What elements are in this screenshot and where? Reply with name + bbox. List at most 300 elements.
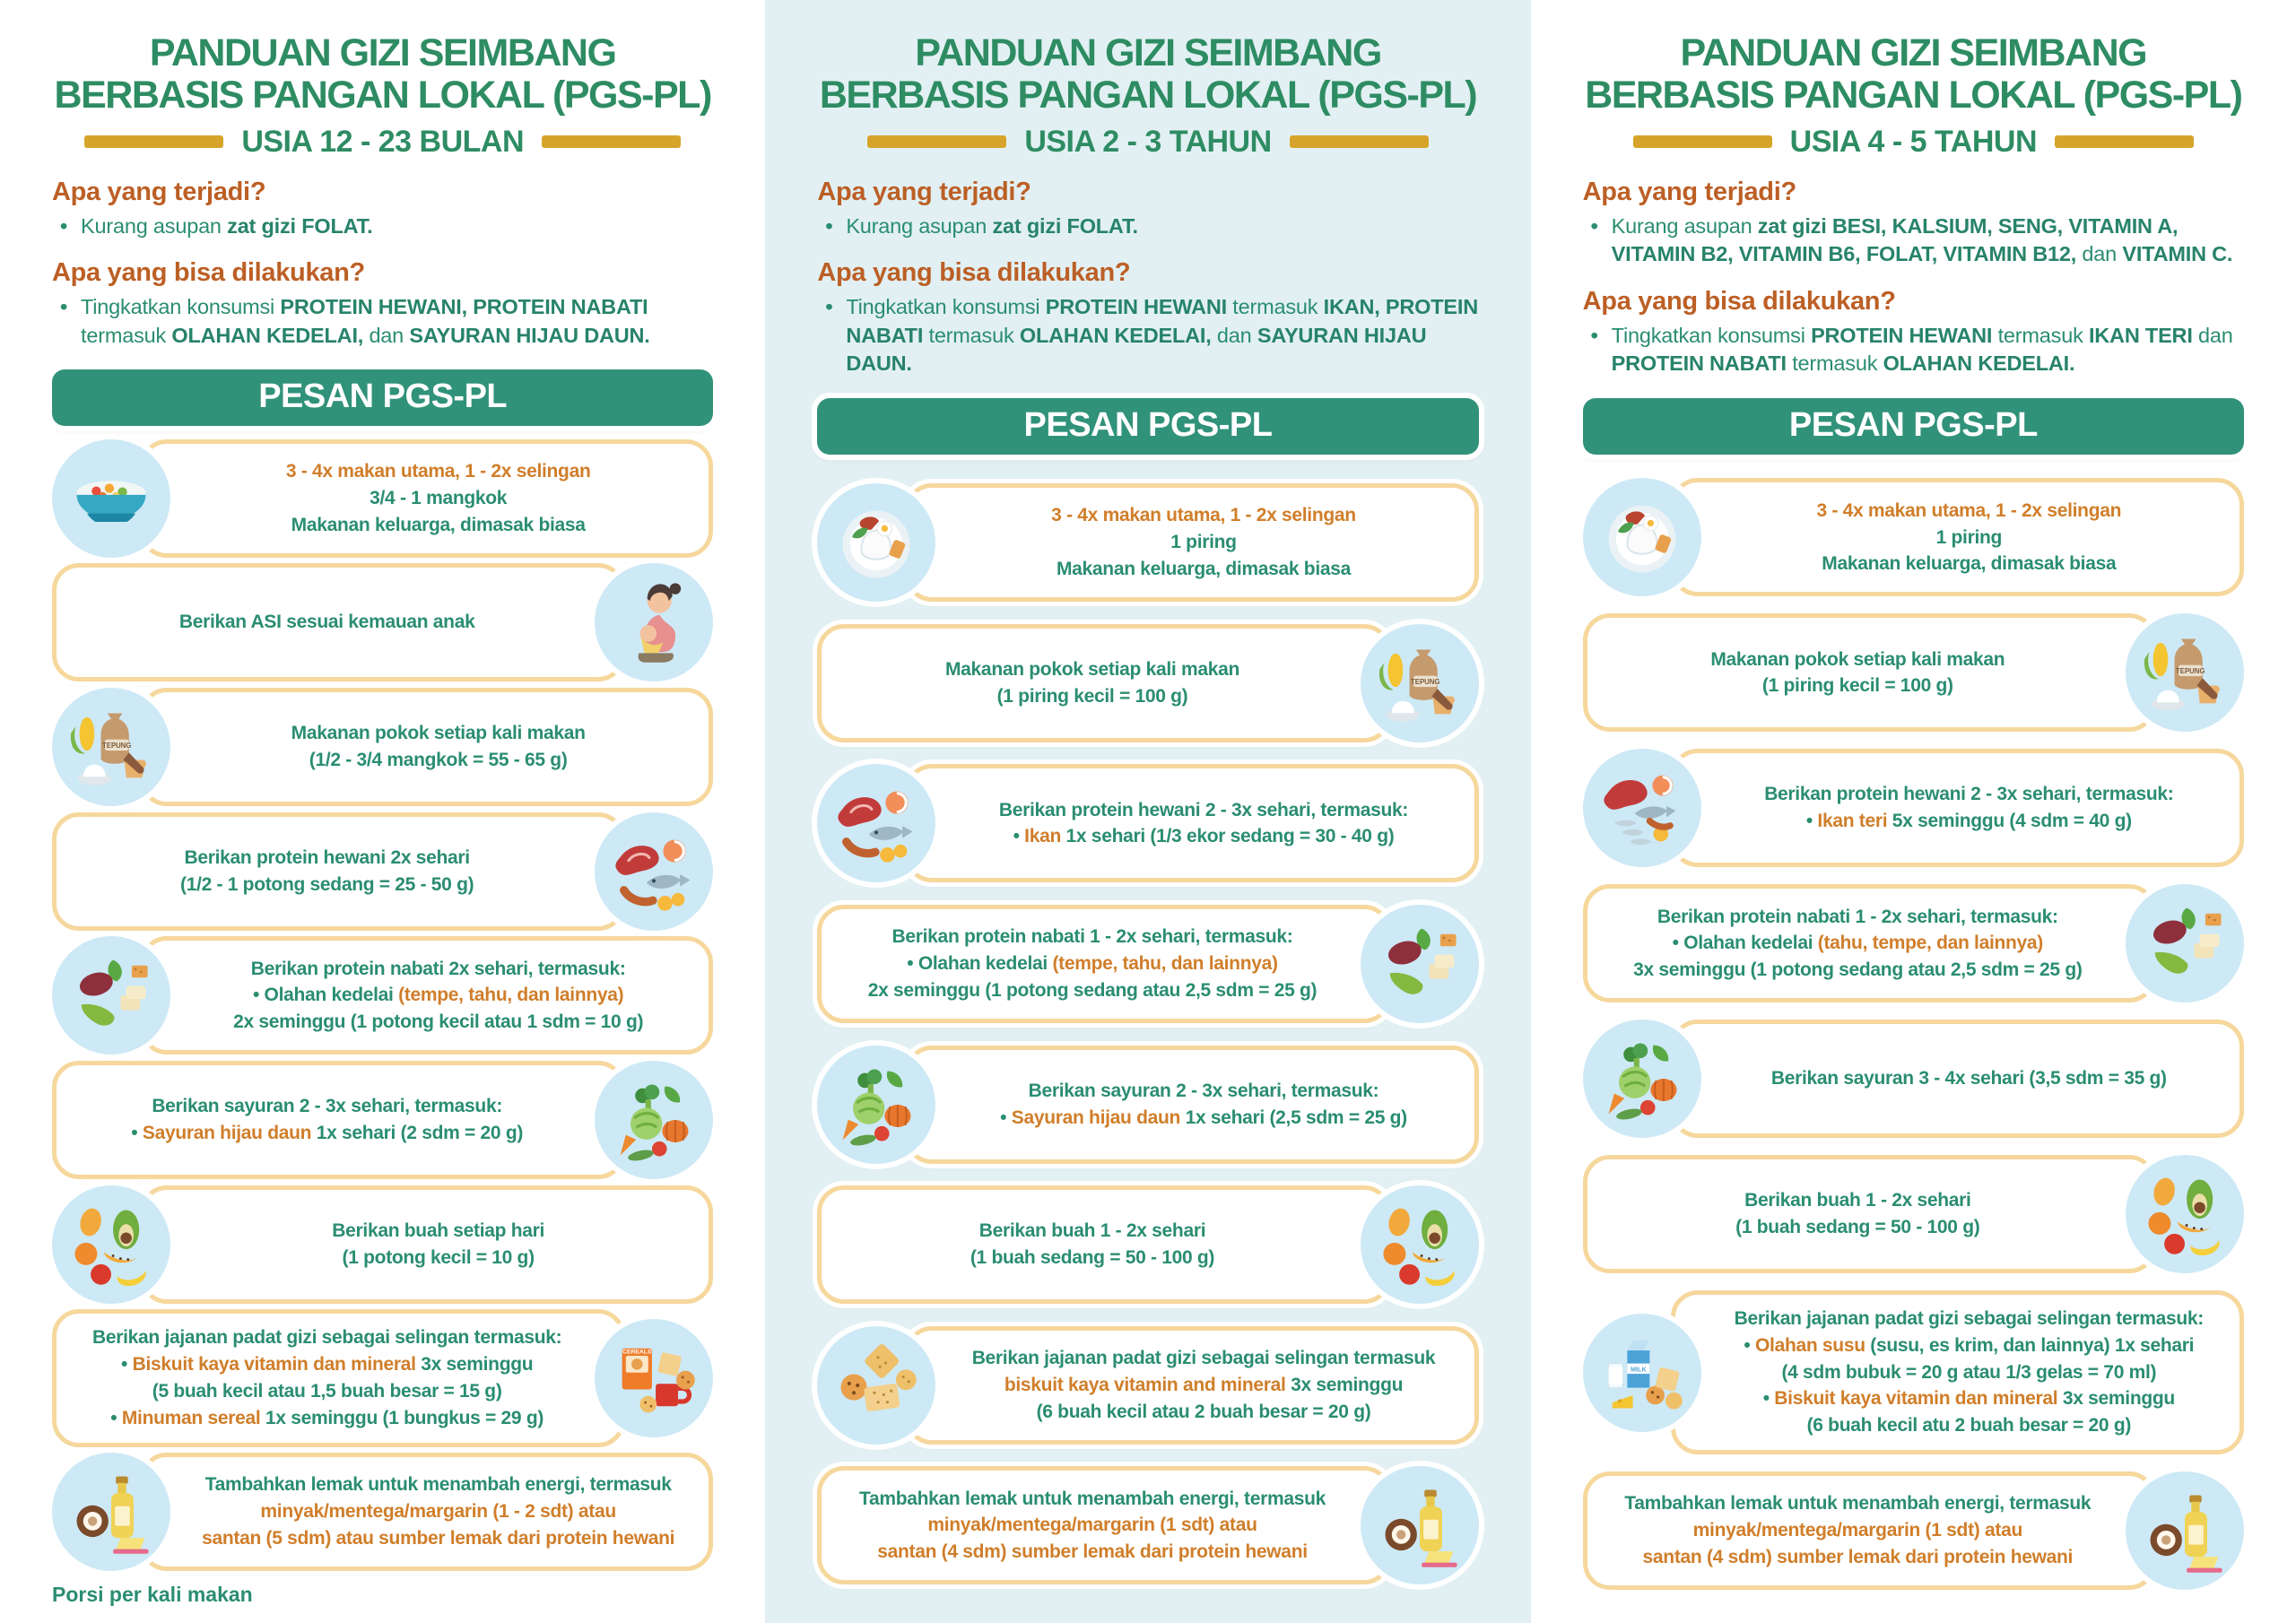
section-bullet-list xyxy=(52,293,713,350)
title-line: PANDUAN GIZI SEIMBANG xyxy=(149,31,616,74)
gold-divider-bar xyxy=(84,135,223,148)
text-segment: minyak/mentega/margarin (1 - 2 sdt) atau xyxy=(260,1501,616,1523)
milk-snack-icon xyxy=(1583,1314,1701,1432)
message-line xyxy=(191,1471,685,1498)
section-heading: Apa yang terjadi? xyxy=(52,177,266,206)
section-bullet-list xyxy=(1583,322,2244,378)
message-line xyxy=(191,1009,685,1036)
message-line xyxy=(191,720,685,747)
text-segment: Berikan buah 1 - 2x sehari xyxy=(1744,1190,1971,1211)
message-row xyxy=(817,483,1478,602)
text-segment: PROTEIN HEWANI, PROTEIN NABATI xyxy=(280,295,648,319)
section-heading: Apa yang bisa dilakukan? xyxy=(817,258,1131,288)
text-segment: PROTEIN HEWANI xyxy=(1045,295,1227,319)
message-line xyxy=(956,556,1450,583)
message-line xyxy=(956,529,1450,556)
message-row xyxy=(817,764,1478,882)
message-box xyxy=(817,1466,1390,1584)
bullet-item xyxy=(52,293,713,350)
animal-protein-icon xyxy=(817,764,935,882)
animal-protein-fish-icon xyxy=(1583,749,1701,867)
message-line xyxy=(80,1405,574,1432)
text-segment: • xyxy=(110,1407,122,1428)
message-row xyxy=(817,905,1478,1023)
message-line xyxy=(191,485,685,512)
text-segment: IKAN TERI xyxy=(2088,323,2193,347)
text-segment: Makanan keluarga, dimasak biasa xyxy=(291,514,586,535)
message-row xyxy=(1583,1471,2244,1590)
text-segment: 5x seminggu (4 sdm = 40 g) xyxy=(1887,811,2132,832)
portion-footnote: Porsi per kali makan xyxy=(52,1583,253,1606)
text-segment: PROTEIN HEWANI xyxy=(1811,323,1993,347)
message-box xyxy=(140,439,713,558)
age-subtitle-row xyxy=(817,125,1478,160)
text-segment: 1x sehari (1/3 ekor sedang = 30 - 40 g) xyxy=(1060,826,1395,847)
plant-protein-icon xyxy=(1361,905,1479,1023)
message-line xyxy=(845,683,1339,710)
bullet-item xyxy=(817,293,1478,378)
rice-plate-icon xyxy=(817,483,935,602)
message-row xyxy=(52,1309,713,1446)
panel-usia-12-23-bulan xyxy=(0,0,765,1623)
text-segment: Kurang asupan xyxy=(846,213,993,238)
text-segment: • xyxy=(131,1122,143,1143)
text-segment: zat gizi FOLAT. xyxy=(992,213,1138,238)
text-segment: 1 piring xyxy=(1935,526,2003,548)
message-box xyxy=(1671,749,2244,867)
text-segment: Berikan jajanan padat gizi sebagai selingan termasuk: xyxy=(1734,1307,2204,1329)
message-line xyxy=(845,950,1339,977)
text-segment: Berikan ASI sesuai kemauan anak xyxy=(178,612,475,633)
text-segment: 3 - 4x makan utama, 1 - 2x selingan xyxy=(285,460,591,482)
staple-food-icon xyxy=(2126,613,2244,732)
gold-divider-bar xyxy=(542,135,681,148)
text-segment: 3 - 4x makan utama, 1 - 2x selingan xyxy=(1051,505,1356,526)
message-line xyxy=(845,1486,1339,1513)
biscuits-icon xyxy=(817,1326,935,1445)
text-segment: 1x sehari (2,5 sdm = 25 g) xyxy=(1180,1107,1407,1128)
text-segment: termasuk xyxy=(81,323,172,347)
text-segment: IKAN, PROTEIN NABATI xyxy=(846,295,1478,347)
text-segment: • xyxy=(1000,1107,1012,1128)
message-row xyxy=(1583,1155,2244,1273)
text-segment: 3x seminggu (1 potong sedang atau 2,5 sdm = 25 g) xyxy=(1633,959,2083,981)
title-line: BERBASIS PANGAN LOKAL (PGS-PL) xyxy=(1585,74,2242,117)
text-segment: termasuk xyxy=(1786,352,1883,376)
text-segment: 2x seminggu (1 potong kecil atau 1 sdm = 10 g) xyxy=(233,1011,644,1033)
message-box xyxy=(52,1309,625,1446)
message-box xyxy=(140,936,713,1055)
text-segment: Berikan protein hewani 2 - 3x sehari, termasuk: xyxy=(998,799,1409,820)
text-segment: Makanan pokok setiap kali makan xyxy=(1710,648,2005,670)
age-subtitle: USIA 4 - 5 TAHUN xyxy=(1789,124,2037,159)
title-line: BERBASIS PANGAN LOKAL (PGS-PL) xyxy=(54,74,711,117)
text-segment: Makanan pokok setiap kali makan xyxy=(944,658,1239,680)
message-rows xyxy=(52,433,713,1577)
message-rows xyxy=(1583,462,2244,1607)
text-segment: Kurang asupan xyxy=(81,213,228,238)
vegetables-icon xyxy=(817,1046,935,1164)
text-segment: OLAHAN KEDELAI, xyxy=(1019,323,1212,347)
section-apa-yang-terjadi xyxy=(817,178,1478,240)
text-segment: Tambahkan lemak untuk menambah energi, termasuk xyxy=(858,1488,1326,1509)
text-segment: 3 - 4x makan utama, 1 - 2x selingan xyxy=(1816,499,2122,521)
bullet-item xyxy=(1583,213,2244,269)
text-segment: (6 buah kecil atau 2 buah besar = 20 g) xyxy=(1036,1401,1371,1422)
message-line xyxy=(1611,1214,2105,1241)
text-segment: Tingkatkan konsumsi xyxy=(846,295,1046,319)
message-line xyxy=(1611,930,2105,957)
message-row xyxy=(52,439,713,558)
message-line xyxy=(1722,498,2216,525)
text-segment: Biskuit kaya vitamin dan mineral xyxy=(1774,1388,2058,1410)
plant-protein-icon xyxy=(2126,884,2244,1002)
message-box xyxy=(905,483,1478,602)
panel-usia-2-3-tahun xyxy=(765,0,1530,1623)
gold-divider-bar xyxy=(2055,135,2194,148)
page-title xyxy=(817,32,1478,117)
message-line xyxy=(845,924,1339,950)
text-segment: Olahan susu xyxy=(1755,1334,1866,1356)
text-segment: VITAMIN C. xyxy=(2122,242,2233,266)
fruits-icon xyxy=(52,1185,170,1304)
message-line xyxy=(191,1218,685,1245)
text-segment: santan (5 sdm) atau sumber lemak dari protein hewani xyxy=(202,1528,675,1549)
age-subtitle: USIA 12 - 23 BULAN xyxy=(241,124,525,159)
text-segment: (5 buah kecil atau 1,5 buah besar = 15 g) xyxy=(152,1380,502,1402)
text-segment: (tempe, tahu, dan lainnya) xyxy=(1052,953,1278,974)
text-segment: termasuk xyxy=(1992,323,2089,347)
message-line xyxy=(1722,808,2216,835)
cereal-snack-icon xyxy=(595,1319,713,1437)
svg-text:TEPUNG: TEPUNG xyxy=(101,742,132,751)
text-segment: (susu, es krim, dan lainnya) 1x sehari xyxy=(1865,1334,2195,1356)
message-line xyxy=(845,1512,1339,1539)
message-line xyxy=(191,512,685,539)
message-row xyxy=(1583,1290,2244,1454)
text-segment: Tambahkan lemak untuk menambah energi, termasuk xyxy=(204,1474,672,1496)
message-row xyxy=(52,1453,713,1571)
message-row xyxy=(817,1326,1478,1445)
text-segment: • xyxy=(1744,1334,1756,1356)
message-row xyxy=(817,1466,1478,1584)
message-line xyxy=(191,458,685,485)
section-heading: Apa yang terjadi? xyxy=(1582,177,1796,206)
text-segment: Berikan buah 1 - 2x sehari xyxy=(978,1220,1206,1242)
rice-bowl-icon xyxy=(52,439,170,558)
message-box xyxy=(905,1046,1478,1164)
text-segment: dan xyxy=(2192,323,2233,347)
panel-usia-4-5-tahun xyxy=(1531,0,2296,1623)
message-line xyxy=(1611,673,2105,699)
text-segment: OLAHAN KEDELAI. xyxy=(1883,352,2075,376)
message-line xyxy=(1722,1412,2216,1439)
message-row xyxy=(817,624,1478,742)
text-segment: Berikan jajanan padat gizi sebagai selingan termasuk: xyxy=(92,1327,562,1349)
message-box xyxy=(52,563,625,681)
text-segment: Sayuran hijau daun xyxy=(142,1122,312,1143)
text-segment: zat gizi FOLAT. xyxy=(227,213,373,238)
message-line xyxy=(956,823,1450,850)
section-apa-yang-bisa-dilakukan xyxy=(52,258,713,350)
text-segment: Makanan keluarga, dimasak biasa xyxy=(1822,553,2117,575)
section-apa-yang-terjadi xyxy=(52,178,713,240)
title-line: PANDUAN GIZI SEIMBANG xyxy=(915,31,1381,74)
text-segment: • xyxy=(1805,811,1818,832)
message-row xyxy=(1583,478,2244,596)
fruits-icon xyxy=(2126,1155,2244,1273)
message-box xyxy=(1671,1020,2244,1138)
gold-divider-bar xyxy=(1290,135,1429,148)
text-segment: Kurang asupan xyxy=(1611,213,1758,238)
message-line xyxy=(845,656,1339,683)
message-line xyxy=(80,872,574,898)
text-segment: • Olahan kedelai xyxy=(252,985,399,1006)
bullet-item xyxy=(1583,322,2244,378)
message-box xyxy=(817,1185,1390,1304)
section-apa-yang-bisa-dilakukan xyxy=(1583,287,2244,378)
text-segment: (tempe, tahu, dan lainnya) xyxy=(398,985,624,1006)
vegetables-icon xyxy=(595,1061,713,1179)
text-segment: Berikan protein nabati 1 - 2x sehari, termasuk: xyxy=(1657,906,2058,927)
text-segment: • xyxy=(1013,826,1025,847)
text-segment: SAYURAN HIJAU DAUN. xyxy=(846,323,1427,376)
message-line xyxy=(1611,1187,2105,1214)
staple-food-icon xyxy=(1361,624,1479,742)
text-segment: Ikan teri xyxy=(1817,811,1888,832)
text-segment: Berikan protein nabati 2x sehari, termasuk: xyxy=(250,958,626,979)
text-segment: • Olahan kedelai xyxy=(1672,933,1818,954)
text-segment: Tingkatkan konsumsi xyxy=(1611,323,1812,347)
message-line xyxy=(845,1539,1339,1566)
text-segment: Tingkatkan konsumsi xyxy=(81,295,281,319)
pesan-pgs-pl-banner: PESAN PGS-PL xyxy=(817,398,1478,455)
gold-divider-bar xyxy=(867,135,1006,148)
text-segment: OLAHAN KEDELAI, xyxy=(171,323,364,347)
bullet-item xyxy=(52,213,713,240)
text-segment: Ikan xyxy=(1024,826,1061,847)
text-segment: Minuman sereal xyxy=(121,1407,261,1428)
message-row xyxy=(52,1185,713,1304)
text-segment: (1/2 - 1 potong sedang = 25 - 50 g) xyxy=(180,873,474,895)
text-segment: Berikan sayuran 2 - 3x sehari, termasuk: xyxy=(152,1096,503,1117)
text-segment: zat gizi BESI, KALSIUM, SENG, VITAMIN A, VITAMIN B2, VITAMIN B6, FOLAT, VITAMIN B12, xyxy=(1611,213,2179,266)
message-line xyxy=(80,1351,574,1378)
fruits-icon xyxy=(1361,1185,1479,1304)
message-row xyxy=(1583,749,2244,867)
message-row xyxy=(52,688,713,806)
vegetables-icon xyxy=(1583,1020,1701,1138)
message-box xyxy=(52,812,625,931)
message-rows xyxy=(817,462,1478,1607)
message-line xyxy=(845,1245,1339,1271)
pesan-pgs-pl-banner: PESAN PGS-PL xyxy=(1583,398,2244,455)
message-line xyxy=(191,1245,685,1271)
message-row xyxy=(52,563,713,681)
rice-plate-icon xyxy=(1583,478,1701,596)
message-line xyxy=(1722,1065,2216,1092)
message-box xyxy=(1671,478,2244,596)
message-box xyxy=(1583,884,2156,1002)
message-line xyxy=(845,977,1339,1004)
section-heading: Apa yang bisa dilakukan? xyxy=(52,258,365,288)
message-row xyxy=(52,812,713,931)
message-line xyxy=(956,1399,1450,1426)
text-segment: 1x seminggu (1 bungkus = 29 g) xyxy=(260,1407,544,1428)
breastfeeding-icon xyxy=(595,563,713,681)
text-segment: • Olahan kedelai xyxy=(907,953,1053,974)
text-segment: (1 buah sedang = 50 - 100 g) xyxy=(1735,1217,1980,1238)
message-row xyxy=(1583,613,2244,732)
message-box xyxy=(140,1453,713,1571)
message-line xyxy=(1611,904,2105,931)
text-segment: minyak/mentega/margarin (1 sdt) atau xyxy=(927,1515,1257,1536)
message-box xyxy=(1583,1155,2156,1273)
message-line xyxy=(1611,1490,2105,1517)
message-line xyxy=(80,609,574,636)
page-title xyxy=(52,32,713,117)
fats-oil-icon xyxy=(2126,1471,2244,1590)
message-box xyxy=(817,624,1390,742)
message-line xyxy=(956,797,1450,824)
text-segment: (1 potong kecil = 10 g) xyxy=(342,1246,535,1268)
text-segment: (6 buah kecil atu 2 buah besar = 20 g) xyxy=(1806,1415,2132,1436)
message-box xyxy=(140,1185,713,1304)
section-apa-yang-bisa-dilakukan xyxy=(817,258,1478,378)
message-box xyxy=(905,764,1478,882)
text-segment: (tahu, tempe, dan lainnya) xyxy=(1817,933,2044,954)
message-row xyxy=(1583,1020,2244,1138)
text-segment: termasuk xyxy=(1226,295,1324,319)
section-bullet-list xyxy=(1583,213,2244,269)
message-box xyxy=(140,688,713,806)
age-subtitle-row xyxy=(52,125,713,160)
section-bullet-list xyxy=(817,213,1478,240)
title-line: PANDUAN GIZI SEIMBANG xyxy=(1680,31,2147,74)
text-segment: termasuk xyxy=(923,323,1020,347)
svg-text:MILK: MILK xyxy=(1630,1364,1647,1373)
fats-oil-icon xyxy=(1361,1466,1479,1584)
message-box xyxy=(817,905,1390,1023)
gold-divider-bar xyxy=(1633,135,1772,148)
message-line xyxy=(80,845,574,872)
text-segment: 2x seminggu (1 potong sedang atau 2,5 sdm = 25 g) xyxy=(867,979,1318,1001)
text-segment: (4 sdm bubuk = 20 g atau 1/3 gelas = 70 ml) xyxy=(1781,1361,2157,1383)
message-line xyxy=(80,1093,574,1120)
text-segment: Berikan protein hewani 2x sehari xyxy=(184,846,470,868)
svg-text:TEPUNG: TEPUNG xyxy=(1410,677,1440,686)
section-heading: Apa yang terjadi? xyxy=(817,177,1031,206)
message-line xyxy=(80,1120,574,1147)
text-segment: dan xyxy=(2076,242,2123,266)
message-box xyxy=(1583,613,2156,732)
svg-text:CEREALS: CEREALS xyxy=(622,1349,652,1356)
section-heading: Apa yang bisa dilakukan? xyxy=(1582,286,1896,316)
message-row xyxy=(52,1061,713,1179)
text-segment: • xyxy=(1762,1388,1775,1410)
text-segment: Makanan keluarga, dimasak biasa xyxy=(1056,559,1352,580)
text-segment: (1/2 - 3/4 mangkok = 55 - 65 g) xyxy=(309,750,568,771)
text-segment: Tambahkan lemak untuk menambah energi, termasuk xyxy=(1624,1493,2092,1515)
text-segment: Berikan sayuran 3 - 4x sehari (3,5 sdm = 35 g) xyxy=(1770,1068,2167,1089)
message-line xyxy=(191,982,685,1009)
section-bullet-list xyxy=(52,213,713,240)
message-line xyxy=(845,1218,1339,1245)
message-line xyxy=(1611,957,2105,984)
text-segment: dan xyxy=(1211,323,1257,347)
text-segment: Berikan jajanan padat gizi sebagai selingan termasuk xyxy=(971,1347,1436,1368)
text-segment: • xyxy=(121,1354,133,1376)
message-line xyxy=(1611,647,2105,673)
title-line: BERBASIS PANGAN LOKAL (PGS-PL) xyxy=(819,74,1477,117)
text-segment: 1x sehari (2 sdm = 20 g) xyxy=(311,1122,524,1143)
message-line xyxy=(191,1525,685,1552)
message-box xyxy=(1671,1290,2244,1454)
text-segment: santan (4 sdm) sumber lemak dari protein hewani xyxy=(1642,1546,2074,1567)
age-subtitle: USIA 2 - 3 TAHUN xyxy=(1024,124,1272,159)
message-line xyxy=(956,502,1450,529)
message-line xyxy=(956,1105,1450,1132)
message-row xyxy=(817,1185,1478,1304)
text-segment: Biskuit kaya vitamin dan mineral xyxy=(132,1354,416,1376)
message-line xyxy=(1722,1306,2216,1332)
message-line xyxy=(956,1372,1450,1399)
svg-text:TEPUNG: TEPUNG xyxy=(2175,667,2205,676)
section-bullet-list xyxy=(817,293,1478,378)
message-line xyxy=(1722,525,2216,551)
text-segment: biskuit kaya vitamin and mineral xyxy=(1004,1374,1286,1395)
text-segment: (1 piring kecil = 100 g) xyxy=(1761,675,1953,697)
message-line xyxy=(191,1498,685,1525)
message-box xyxy=(52,1061,625,1179)
text-segment: 3x seminggu xyxy=(415,1354,534,1376)
text-segment: SAYURAN HIJAU DAUN. xyxy=(409,323,650,347)
text-segment: minyak/mentega/margarin (1 sdt) atau xyxy=(1692,1520,2022,1541)
message-box xyxy=(905,1326,1478,1445)
animal-protein-icon xyxy=(595,812,713,931)
text-segment: PROTEIN NABATI xyxy=(1611,352,1787,376)
message-line xyxy=(1722,1332,2216,1359)
message-line xyxy=(1722,1359,2216,1386)
text-segment: Berikan protein nabati 1 - 2x sehari, termasuk: xyxy=(891,926,1293,948)
text-segment: Makanan pokok setiap kali makan xyxy=(291,723,586,744)
message-line xyxy=(1722,781,2216,808)
message-line xyxy=(956,1345,1450,1372)
message-line xyxy=(1611,1544,2105,1571)
message-box xyxy=(1583,1471,2156,1590)
message-line xyxy=(80,1324,574,1351)
message-line xyxy=(191,956,685,983)
message-line xyxy=(1722,551,2216,577)
message-line xyxy=(191,747,685,774)
text-segment: santan (4 sdm) sumber lemak dari protein hewani xyxy=(877,1541,1308,1563)
message-row xyxy=(817,1046,1478,1164)
pesan-pgs-pl-banner: PESAN PGS-PL xyxy=(52,369,713,426)
plant-protein-icon xyxy=(52,936,170,1055)
message-line xyxy=(1722,1385,2216,1412)
text-segment: (1 piring kecil = 100 g) xyxy=(996,685,1188,707)
text-segment: dan xyxy=(363,323,410,347)
text-segment: (1 buah sedang = 50 - 100 g) xyxy=(970,1247,1215,1269)
message-row xyxy=(1583,884,2244,1002)
age-subtitle-row xyxy=(1583,125,2244,160)
text-segment: Berikan buah setiap hari xyxy=(332,1219,545,1241)
text-segment: 3x seminggu xyxy=(2057,1388,2175,1410)
text-segment: 3/4 - 1 mangkok xyxy=(370,487,508,508)
text-segment: Berikan sayuran 2 - 3x sehari, termasuk: xyxy=(1028,1080,1379,1101)
text-segment: Sayuran hijau daun xyxy=(1011,1107,1181,1128)
staple-food-icon xyxy=(52,688,170,806)
